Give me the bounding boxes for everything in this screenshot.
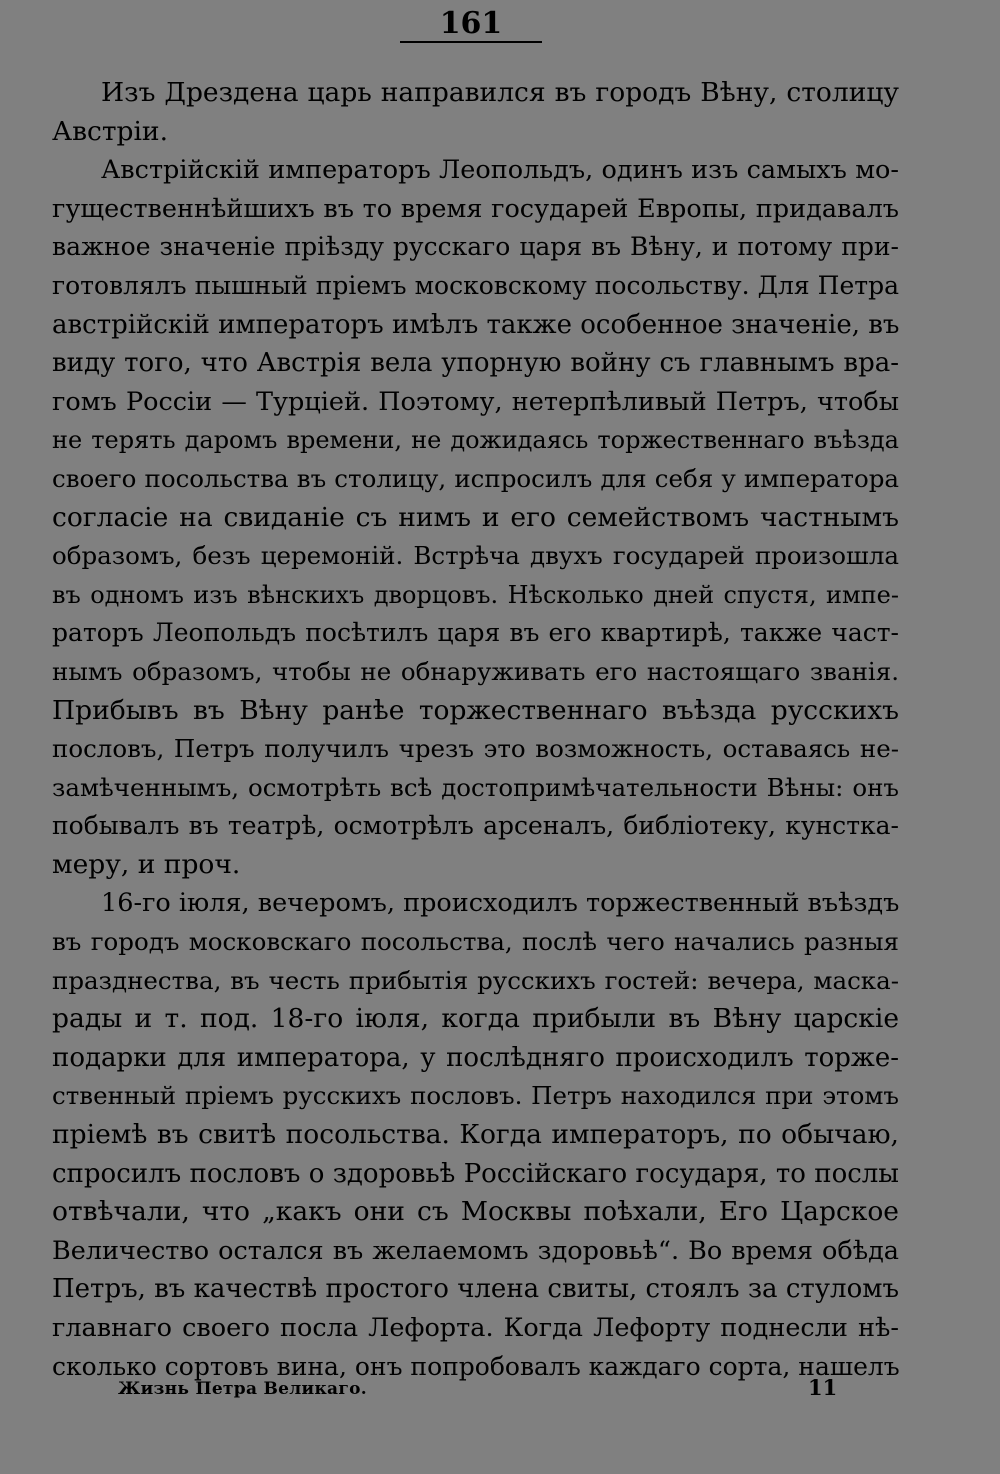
page-number: 161: [439, 6, 503, 41]
body-text: [52, 74, 899, 1386]
text-line: рады и т. под. 18-го іюля, когда прибыли въ Вѣну царскіе: [52, 1003, 899, 1035]
text-line: Прибывъ въ Вѣну ранѣе торжественнаго въѣзда русскихъ: [52, 694, 899, 726]
text-line: виду того, что Австрія вела упорную войну съ главнымъ вра-: [52, 348, 899, 379]
text-line: не терять даромъ времени, не дожидаясь торжественнаго въѣзда: [52, 426, 899, 455]
text-line: пріемѣ въ свитѣ посольства. Когда императоръ, по обычаю,: [52, 1119, 899, 1151]
text-line: въ одномъ изъ вѣнскихъ дворцовъ. Нѣсколько дней спустя, импе-: [52, 580, 899, 609]
footer-signature-number: 11: [808, 1375, 838, 1400]
text-line: спросилъ пословъ о здоровьѣ Россійскаго государя, то послы: [52, 1158, 899, 1189]
text-line: австрійскій императоръ имѣлъ также особенное значеніе, въ: [52, 309, 900, 340]
text-line: готовлялъ пышный пріемъ московскому посольству. Для Петра: [52, 270, 899, 300]
text-line: раторъ Леопольдъ посѣтилъ царя въ его квартирѣ, также част-: [52, 618, 899, 648]
text-line: ственный пріемъ русскихъ пословъ. Петръ находился при этомъ: [52, 1081, 899, 1111]
text-line: Величество остался въ желаемомъ здоровьѣ“. Во время обѣда: [52, 1235, 899, 1266]
text-line: Петръ, въ качествѣ простого члена свиты, стоялъ за стуломъ: [52, 1274, 899, 1305]
text-line: гущественнѣйшихъ въ то время государей Европы, придавалъ: [52, 193, 899, 224]
text-line: празднества, въ честь прибытія русскихъ гостей: вечера, маска-: [52, 965, 899, 995]
text-line: побывалъ въ театрѣ, осмотрѣлъ арсеналъ, библіотеку, кунстка-: [52, 811, 899, 841]
text-line: Австрійскій императоръ Леопольдъ, одинъ изъ самыхъ мо-: [101, 155, 899, 186]
text-line: пословъ, Петръ получилъ чрезъ это возможность, оставаясь не-: [52, 734, 899, 764]
text-line: подарки для императора, у послѣдняго происходилъ торже-: [52, 1042, 899, 1073]
text-line: нымъ образомъ, чтобы не обнаруживать его настоящаго званія.: [52, 656, 899, 686]
text-line: гомъ Россіи — Турціей. Поэтому, нетерпѣливый Петръ, чтобы: [52, 386, 899, 417]
text-line: Австріи.: [52, 115, 169, 147]
text-line: меру, и проч.: [52, 848, 241, 880]
text-line: Изъ Дрездена царь направился въ городъ Вѣну, столицу: [101, 77, 899, 108]
footer-book-title: Жизнь Петра Великаго.: [118, 1379, 367, 1399]
text-line: главнаго своего посла Лефорта. Когда Лефорту поднесли нѣ-: [52, 1313, 899, 1343]
text-line: сколько сортовъ вина, онъ попробовалъ каждаго сорта, нашелъ: [52, 1351, 900, 1381]
text-line: своего посольства въ столицу, испросилъ для себя у императора: [52, 463, 899, 493]
page-number-rule: [400, 41, 542, 43]
text-line: 16-го іюля, вечеромъ, происходилъ торжественный въѣздъ: [101, 888, 900, 919]
text-line: замѣченнымъ, осмотрѣть всѣ достопримѣчательности Вѣны: онъ: [52, 772, 899, 802]
text-line: важное значеніе пріѣзду русскаго царя въ Вѣну, и потому при-: [52, 232, 899, 262]
text-line: отвѣчали, что „какъ они съ Москвы поѣхали, Его Царское: [52, 1196, 899, 1228]
text-line: въ городъ московскаго посольства, послѣ чего начались разныя: [52, 927, 899, 957]
text-line: образомъ, безъ церемоній. Встрѣча двухъ государей произошла: [52, 541, 899, 571]
text-line: согласіе на свиданіе съ нимъ и его семействомъ частнымъ: [52, 501, 899, 533]
